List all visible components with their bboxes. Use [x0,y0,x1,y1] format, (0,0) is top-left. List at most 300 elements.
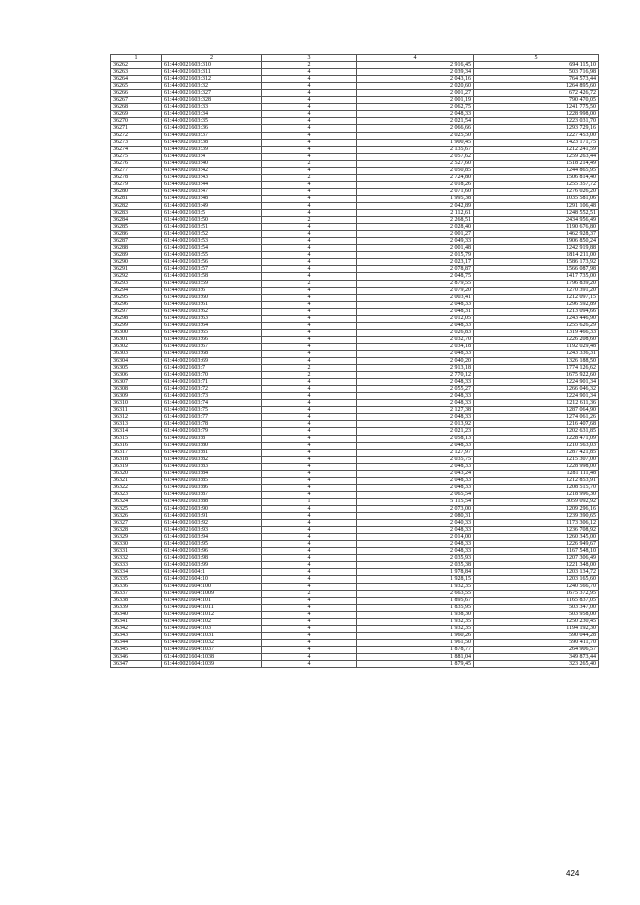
table-row [111,62,599,69]
area-cell: 2 057,62 [357,153,474,160]
value-cell: 1274 061,26 [474,414,599,421]
table-row [111,562,599,569]
group-cell: 4 [262,83,357,90]
row-number: 36327 [111,520,162,527]
area-cell: 1 881,04 [357,653,474,660]
area-cell: 2 001,27 [357,231,474,238]
table-row [111,632,599,639]
value-cell: 1212 853,91 [474,477,599,484]
cadastral-number: 61:44:0021603:82 [162,456,262,463]
group-cell: 4 [262,125,357,132]
table-row [111,625,599,632]
group-cell: 4 [262,541,357,548]
value-cell: 2434 956,49 [474,217,599,224]
cadastral-number: 61:44:0021603:6 [162,287,262,294]
row-number: 36285 [111,224,162,231]
area-cell: 2 028,40 [357,224,474,231]
value-cell: 1259 263,44 [474,153,599,160]
table-row [111,414,599,421]
area-cell: 2 135,67 [357,146,474,153]
row-number: 36347 [111,661,162,668]
table-row [111,491,599,498]
group-cell: 4 [262,379,357,386]
table-row [111,266,599,273]
cadastral-number: 61:44:0021603:311 [162,69,262,76]
cadastral-number: 61:44:0021603:81 [162,449,262,456]
value-cell: 1212 611,36 [474,400,599,407]
table-row [111,83,599,90]
group-cell: 4 [262,569,357,576]
table-row [111,181,599,188]
value-cell: 1221 348,00 [474,562,599,569]
row-number: 36306 [111,372,162,379]
group-cell: 4 [262,90,357,97]
value-cell: 1462 928,37 [474,231,599,238]
table-row [111,350,599,357]
value-cell: 1319 466,33 [474,329,599,336]
table-row [111,661,599,668]
row-number: 36286 [111,231,162,238]
group-cell: 4 [262,576,357,583]
table-body [111,62,599,668]
table-row [111,639,599,646]
row-number: 36343 [111,632,162,639]
table-row [111,315,599,322]
row-number: 36345 [111,646,162,653]
table-row [111,104,599,111]
cadastral-number: 61:44:0021603:5 [162,210,262,217]
cadastral-number: 61:44:0021603:44 [162,181,262,188]
table-row [111,646,599,653]
value-cell: 1203 134,72 [474,569,599,576]
row-number: 36263 [111,69,162,76]
table-row [111,379,599,386]
table-row [111,498,599,505]
value-cell: 1243 336,31 [474,350,599,357]
area-cell: 2 034,18 [357,343,474,350]
table-row [111,583,599,590]
row-number: 36300 [111,329,162,336]
row-number: 36289 [111,252,162,259]
value-cell: 1255 626,29 [474,322,599,329]
group-cell: 4 [262,188,357,195]
table-row [111,576,599,583]
row-number: 36313 [111,421,162,428]
page-number: 424 [566,869,580,878]
table-row [111,210,599,217]
value-cell: 1218 996,30 [474,491,599,498]
cadastral-number: 61:44:0021603:312 [162,76,262,83]
cadastral-number: 61:44:0021604:1032 [162,639,262,646]
table-row [111,174,599,181]
value-cell: 1226 949,67 [474,541,599,548]
table-row [111,484,599,491]
area-cell: 2 048,33 [357,111,474,118]
group-cell: 4 [262,315,357,322]
area-cell: 2 026,83 [357,329,474,336]
row-number: 36295 [111,294,162,301]
row-number: 36301 [111,336,162,343]
area-cell: 1 938,30 [357,611,474,618]
value-cell: 1228 998,00 [474,463,599,470]
cadastral-number: 61:44:0021603:327 [162,90,262,97]
group-cell: 4 [262,146,357,153]
cadastral-number: 61:44:0021603:93 [162,527,262,534]
row-number: 36279 [111,181,162,188]
group-cell: 4 [262,301,357,308]
cadastral-number: 61:44:0021603:70 [162,372,262,379]
value-cell: 1814 211,00 [474,252,599,259]
area-cell: 2 048,31 [357,308,474,315]
row-number: 36262 [111,62,162,69]
area-cell: 2 112,61 [357,210,474,217]
cadastral-number: 61:44:0021603:40 [162,160,262,167]
cadastral-number: 61:44:0021603:63 [162,315,262,322]
value-cell: 1224 901,34 [474,393,599,400]
value-cell: 1287 421,85 [474,449,599,456]
cadastral-number: 61:44:0021603:7 [162,365,262,372]
value-cell: 323 265,40 [474,661,599,668]
group-cell: 4 [262,597,357,604]
table-row [111,428,599,435]
table-row [111,294,599,301]
area-cell: 2 014,00 [357,534,474,541]
group-cell: 4 [262,632,357,639]
value-cell: 1240 566,70 [474,583,599,590]
table-row [111,477,599,484]
area-cell: 2 071,60 [357,188,474,195]
group-cell: 4 [262,506,357,513]
table-row [111,252,599,259]
row-number: 36275 [111,153,162,160]
group-cell: 4 [262,646,357,653]
table-row [111,153,599,160]
area-cell: 2 048,33 [357,442,474,449]
area-cell: 2 127,38 [357,407,474,414]
row-number: 36321 [111,477,162,484]
value-cell: 1190 676,80 [474,224,599,231]
area-cell: 2 048,33 [357,350,474,357]
table-row [111,195,599,202]
value-cell: 1226 208,60 [474,336,599,343]
group-cell: 4 [262,358,357,365]
area-cell: 2 001,48 [357,245,474,252]
cadastral-number: 61:44:0021603:37 [162,132,262,139]
value-cell: 1213 094,66 [474,308,599,315]
cadastral-number: 61:44:0021603:99 [162,562,262,569]
value-cell: 1228 471,09 [474,435,599,442]
area-cell: 2 050,85 [357,167,474,174]
area-cell: 2 048,33 [357,477,474,484]
row-number: 36309 [111,393,162,400]
group-cell: 4 [262,273,357,280]
cadastral-number: 61:44:0021603:34 [162,111,262,118]
row-number: 36291 [111,266,162,273]
cadastral-number: 61:44:0021603:65 [162,329,262,336]
table-row [111,132,599,139]
group-cell: 4 [262,661,357,668]
table-row [111,653,599,660]
group-cell: 4 [262,167,357,174]
row-number: 36281 [111,195,162,202]
value-cell: 1215 307,00 [474,456,599,463]
cadastral-number: 61:44:0021603:32 [162,83,262,90]
group-cell: 4 [262,350,357,357]
value-cell: 1192 029,48 [474,343,599,350]
header-row [111,55,599,62]
group-cell: 4 [262,421,357,428]
cadastral-number: 61:44:0021604:1038 [162,653,262,660]
cadastral-number: 61:44:0021604:1011 [162,604,262,611]
row-number: 36277 [111,167,162,174]
table-row [111,280,599,287]
area-cell: 2 055,27 [357,386,474,393]
row-number: 36268 [111,104,162,111]
area-cell: 2 023,17 [357,259,474,266]
group-cell: 4 [262,238,357,245]
cadastral-number: 61:44:0021603:69 [162,358,262,365]
group-cell: 4 [262,195,357,202]
cadastral-number: 61:44:0021603:88 [162,498,262,505]
table-row [111,287,599,294]
table-row [111,160,599,167]
table-row [111,527,599,534]
area-cell: 2 916,45 [357,62,474,69]
area-cell: 2 048,33 [357,541,474,548]
cadastral-number: 61:44:0021603:71 [162,379,262,386]
table-row [111,238,599,245]
area-cell: 2 048,33 [357,484,474,491]
group-cell: 4 [262,618,357,625]
cadastral-number: 61:44:0021603:57 [162,266,262,273]
cadastral-number: 61:44:0021603:43 [162,174,262,181]
area-cell: 1 960,26 [357,632,474,639]
table-row [111,618,599,625]
cadastral-number: 61:44:0021603:52 [162,231,262,238]
area-cell: 2 032,70 [357,336,474,343]
group-cell: 4 [262,407,357,414]
cadastral-number: 61:44:0021604:10 [162,576,262,583]
group-cell: 4 [262,435,357,442]
table-row [111,604,599,611]
area-cell: 2 035,38 [357,562,474,569]
area-cell: 2 079,20 [357,287,474,294]
value-cell: 1586 173,92 [474,259,599,266]
table-row [111,273,599,280]
group-cell: 4 [262,562,357,569]
table-row [111,217,599,224]
cadastral-number: 61:44:0021603:78 [162,421,262,428]
group-cell: 4 [262,118,357,125]
row-number: 36325 [111,506,162,513]
area-cell: 2 001,19 [357,97,474,104]
value-cell: 503 347,00 [474,604,599,611]
table-row [111,329,599,336]
value-cell: 1250 230,45 [474,618,599,625]
area-cell: 1 835,95 [357,604,474,611]
group-cell: 4 [262,527,357,534]
table-row [111,541,599,548]
group-cell: 2 [262,280,357,287]
value-cell: 1270 391,20 [474,287,599,294]
area-cell: 2 021,23 [357,428,474,435]
area-cell: 2 021,54 [357,118,474,125]
value-cell: 1223 031,70 [474,118,599,125]
row-number: 36308 [111,386,162,393]
value-cell: 694 115,10 [474,62,599,69]
value-cell: 1236 708,92 [474,527,599,534]
group-cell: 4 [262,653,357,660]
group-cell: 2 [262,372,357,379]
group-cell: 2 [262,217,357,224]
row-number: 36292 [111,273,162,280]
value-cell: 1281 111,48 [474,470,599,477]
cadastral-number: 61:44:0021604:1039 [162,661,262,668]
cadastral-number: 61:44:0021603:62 [162,308,262,315]
cadastral-number: 61:44:0021603:68 [162,350,262,357]
row-number: 36307 [111,379,162,386]
cadastral-number: 61:44:0021603:91 [162,513,262,520]
cadastral-number: 61:44:0021603:48 [162,195,262,202]
value-cell: 1202 631,85 [474,428,599,435]
area-cell: 2 012,05 [357,315,474,322]
table-row [111,245,599,252]
table-row [111,90,599,97]
cadastral-number: 61:44:0021603:328 [162,97,262,104]
cadastral-number: 61:44:0021604:1012 [162,611,262,618]
row-number: 36326 [111,513,162,520]
row-number: 36346 [111,653,162,660]
row-number: 36298 [111,315,162,322]
row-number: 36316 [111,442,162,449]
cadastral-number: 61:44:0021603:83 [162,463,262,470]
area-cell: 1 932,35 [357,583,474,590]
row-number: 36319 [111,463,162,470]
area-cell: 2 035,93 [357,555,474,562]
area-cell: 2 724,80 [357,174,474,181]
table-row [111,400,599,407]
group-cell: 4 [262,139,357,146]
group-cell: 4 [262,76,357,83]
table-row [111,597,599,604]
row-number: 36341 [111,618,162,625]
area-cell: 2 127,97 [357,449,474,456]
value-cell: 1242 919,88 [474,245,599,252]
row-number: 36330 [111,541,162,548]
value-cell: 1035 581,06 [474,195,599,202]
area-cell: 2 048,33 [357,400,474,407]
group-cell: 4 [262,336,357,343]
value-cell: 1255 357,72 [474,181,599,188]
value-cell: 264 906,57 [474,646,599,653]
area-cell: 2 048,33 [357,527,474,534]
area-cell: 2 065,54 [357,491,474,498]
group-cell: 4 [262,104,357,111]
table-row [111,435,599,442]
cadastral-number: 61:44:0021604:102 [162,618,262,625]
area-cell: 1 978,84 [357,569,474,576]
row-number: 36273 [111,139,162,146]
row-number: 36296 [111,301,162,308]
table-row [111,506,599,513]
value-cell: 1228 998,00 [474,111,599,118]
value-cell: 1207 306,49 [474,555,599,562]
row-number: 36290 [111,259,162,266]
area-cell: 2 048,33 [357,393,474,400]
value-cell: 1266 046,32 [474,386,599,393]
cadastral-number: 61:44:0021604:103 [162,625,262,632]
cadastral-number: 61:44:0021603:95 [162,541,262,548]
cadastral-number: 61:44:0021603:35 [162,118,262,125]
value-cell: 1167 548,10 [474,548,599,555]
group-cell: 4 [262,252,357,259]
group-cell: 4 [262,456,357,463]
row-number: 36299 [111,322,162,329]
area-cell: 2 268,51 [357,217,474,224]
table-row [111,548,599,555]
group-cell: 1 [262,498,357,505]
row-number: 36314 [111,428,162,435]
area-cell: 1 878,77 [357,646,474,653]
row-number: 36340 [111,611,162,618]
group-cell: 4 [262,266,357,273]
group-cell: 4 [262,153,357,160]
table-row [111,231,599,238]
group-cell: 4 [262,470,357,477]
cadastral-number: 61:44:0021603:310 [162,62,262,69]
table-row [111,111,599,118]
value-cell: 1224 901,34 [474,379,599,386]
area-cell: 1 928,15 [357,576,474,583]
row-number: 36324 [111,498,162,505]
cadastral-number: 61:44:0021603:74 [162,400,262,407]
area-cell: 2 013,92 [357,421,474,428]
table-row [111,202,599,209]
area-cell: 2 527,60 [357,160,474,167]
table-row [111,611,599,618]
group-cell: 4 [262,449,357,456]
group-cell: 4 [262,210,357,217]
group-cell: 4 [262,287,357,294]
value-cell: 1566 087,98 [474,266,599,273]
group-cell: 4 [262,611,357,618]
row-number: 36274 [111,146,162,153]
group-cell: 4 [262,534,357,541]
cadastral-number: 61:44:0021603:39 [162,146,262,153]
row-number: 36323 [111,491,162,498]
cadastral-number: 61:44:0021604:1037 [162,646,262,653]
table-row [111,188,599,195]
area-cell: 1 932,35 [357,618,474,625]
group-cell: 4 [262,181,357,188]
group-cell: 4 [262,386,357,393]
group-cell: 4 [262,329,357,336]
cadastral-number: 61:44:0021603:86 [162,484,262,491]
group-cell: 4 [262,583,357,590]
value-cell: 1248 552,51 [474,210,599,217]
area-cell: 2 073,00 [357,506,474,513]
value-cell: 1276 026,20 [474,188,599,195]
group-cell: 4 [262,132,357,139]
table-row [111,118,599,125]
table-row [111,76,599,83]
table-row [111,69,599,76]
row-number: 36311 [111,407,162,414]
cadastral-number: 61:44:0021603:66 [162,336,262,343]
area-cell: 2 058,13 [357,435,474,442]
area-cell: 2 048,33 [357,548,474,555]
cadastral-number: 61:44:0021603:80 [162,442,262,449]
